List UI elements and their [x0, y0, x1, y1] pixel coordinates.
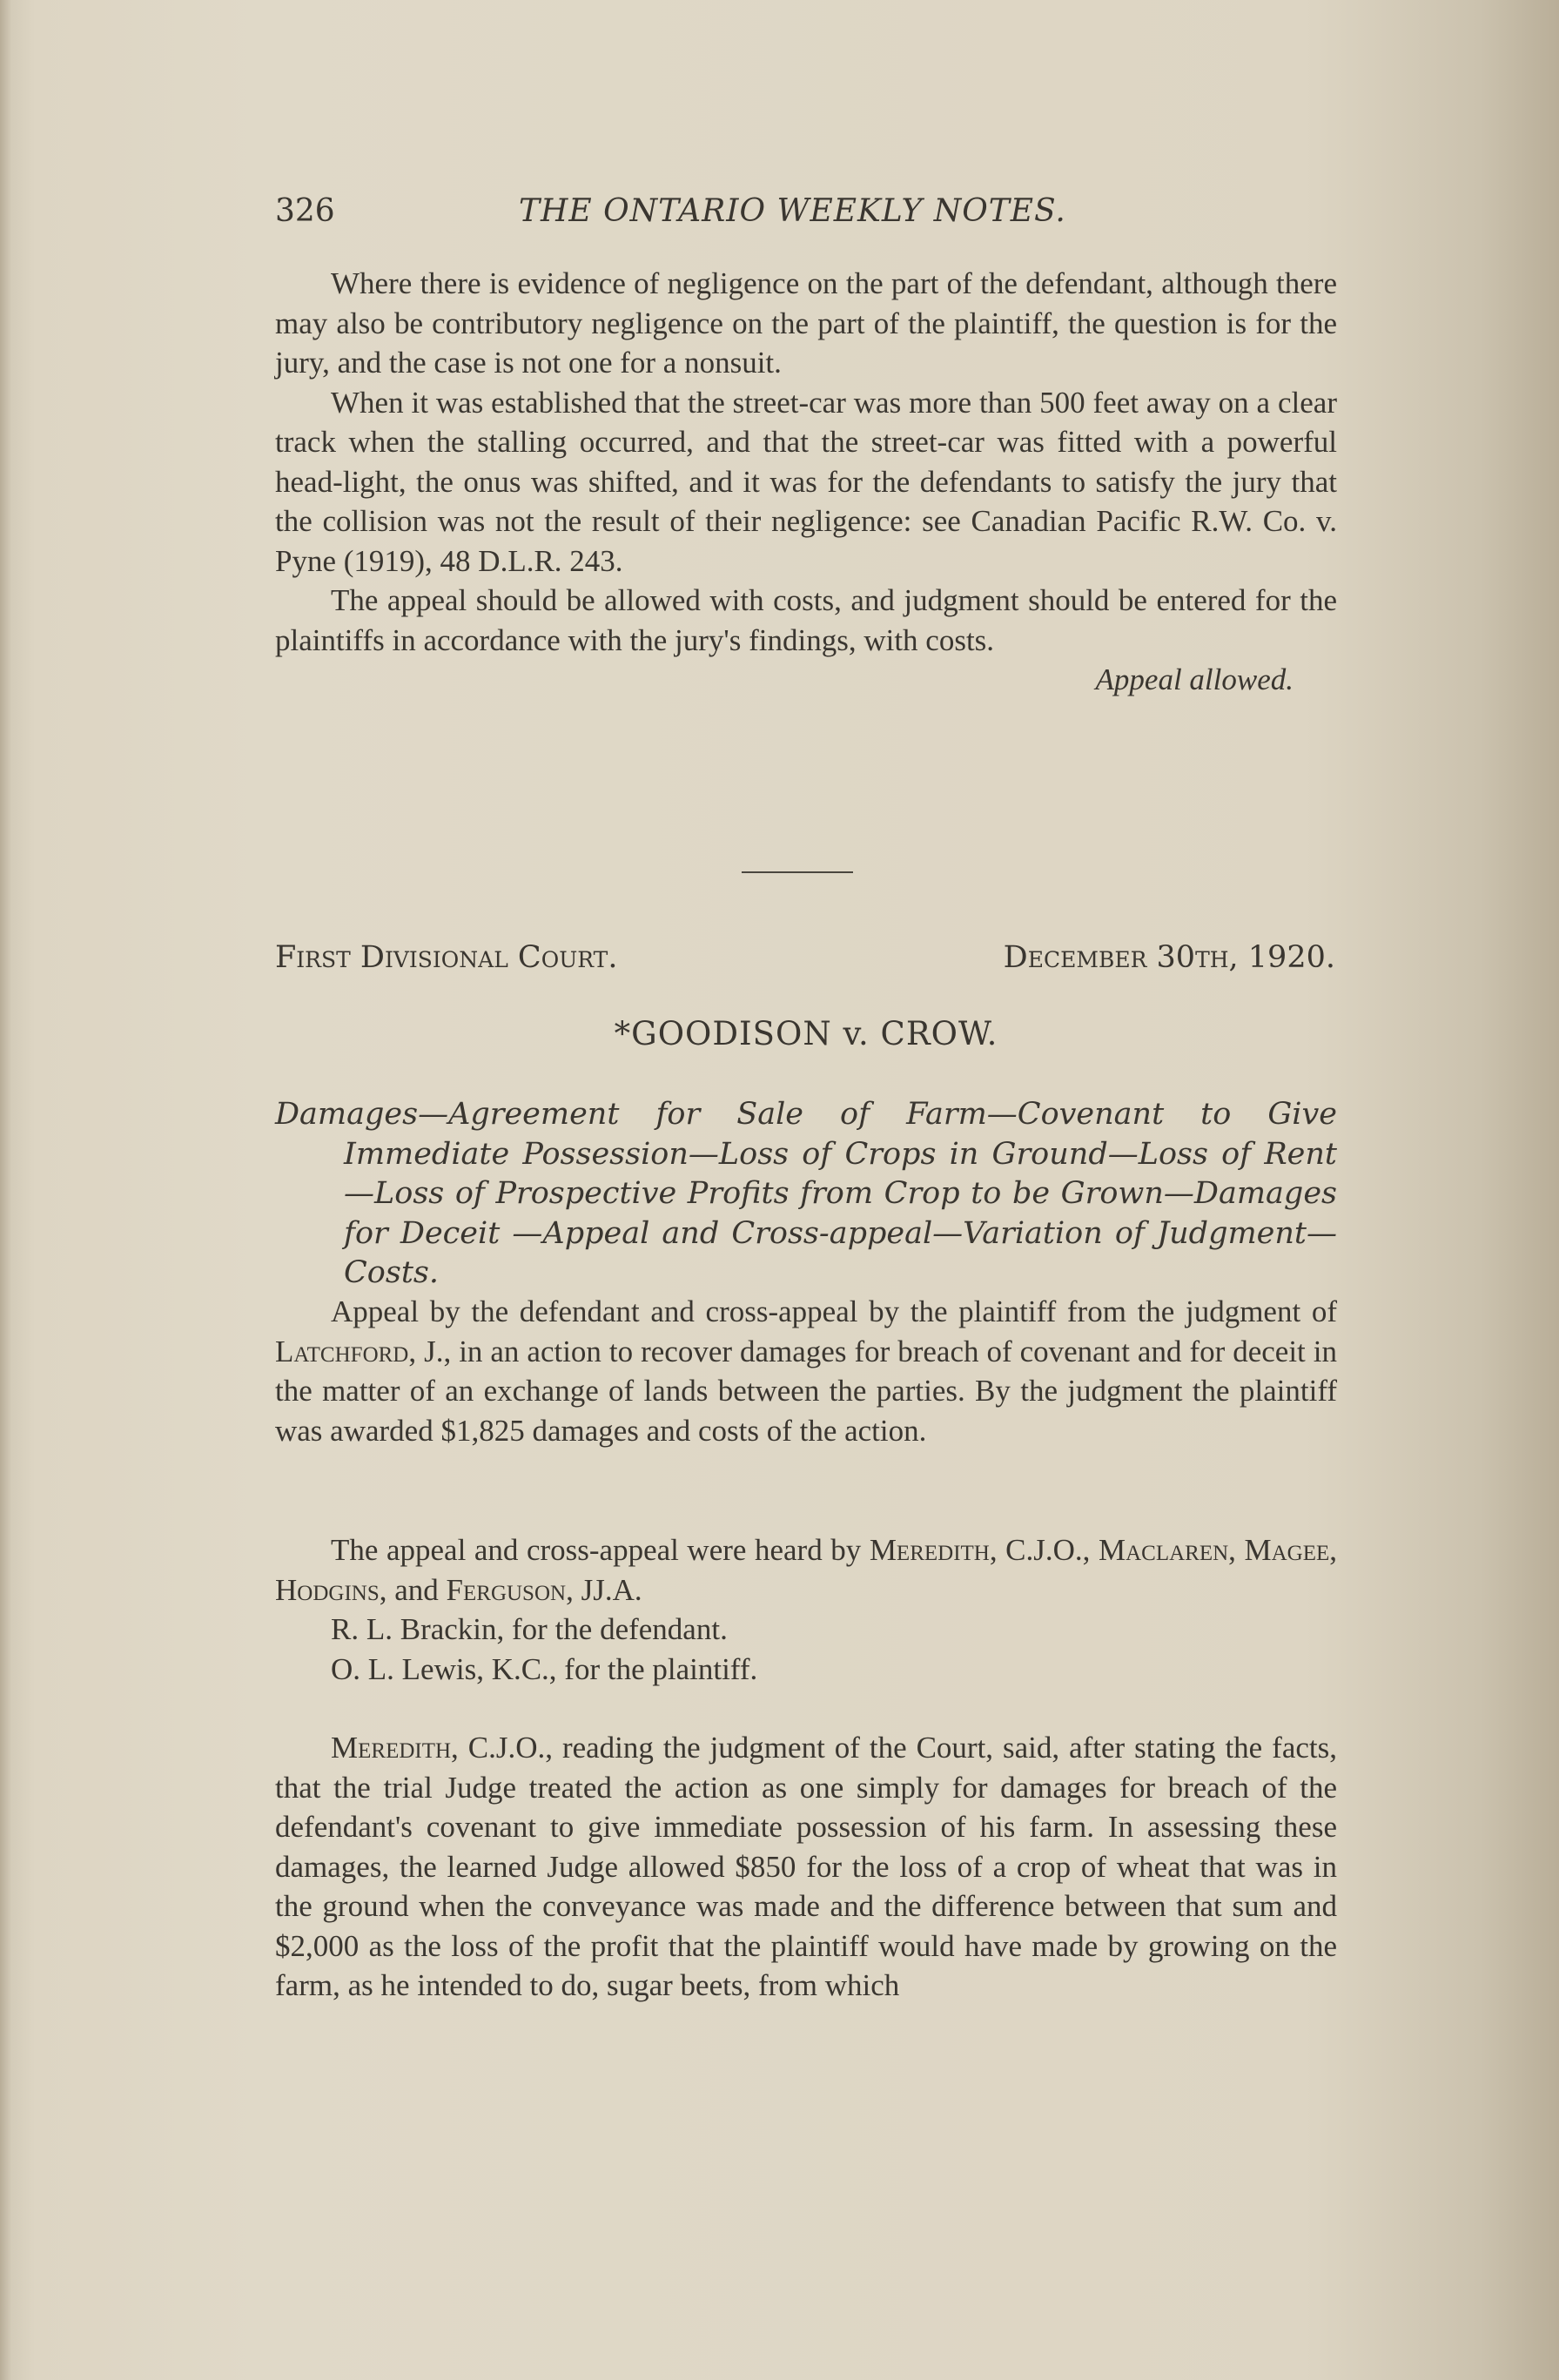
judgment-text: [275, 1728, 1337, 2006]
paragraph: The appeal and cross-appeal were heard by Meredith, C.J.O., Maclaren, Magee, Hodgins, and Ferguson, JJ.A.: [275, 1533, 1337, 1607]
counsel-plaintiff: O. L. Lewis, K.C., for the plaintiff.: [331, 1651, 758, 1686]
paragraph: Where there is evidence of negligence on the part of the defendant, although there may also be contributory negligence on the part of the plaintiff, the question is for the jury, and the case is not one for a nonsuit.: [275, 266, 1337, 380]
section-divider: [742, 871, 853, 873]
judge-name: Meredith: [331, 1731, 452, 1765]
paragraph: The appeal should be allowed with costs, and judgment should be entered for the plaintiffs in accordance with the jury's findings, with costs.: [275, 583, 1337, 657]
appeal-intro: [275, 1292, 1337, 1450]
judgment-date: December 30th, 1920.: [1003, 940, 1335, 975]
hearing-details: [275, 1530, 1337, 1689]
paragraph: Appeal by the defendant and cross-appeal by the plaintiff from the judgment of Latchford, J., in an action to recover damages for breach of covenant and for deceit in the matter of an exchange of lands between the parties. By the judgment the plaintiff was awarded $1,825 damages and costs of the action.: [275, 1294, 1337, 1448]
headnote-text: Damages—Agreement for Sale of Farm—Covenant to Give Immediate Possession—Loss of Crops in Ground—Loss of Rent—Loss of Prospective Profits from Crop to be Grown—Damages for Deceit —Appeal and Cross-appeal—Variation of Judgment—Costs.: [275, 1097, 1337, 1290]
case-result: Appeal allowed.: [1095, 662, 1294, 696]
previous-case-conclusion: [275, 264, 1337, 700]
book-spine: [0, 0, 12, 2380]
page-number: 326: [275, 193, 335, 229]
paragraph: Meredith, C.J.O., reading the judgment of the Court, said, after stating the facts, that the trial Judge treated the action as one simply for damages for breach of the defendant's covenant to give immediate possession of his farm. In assessing these damages, the learned Judge allowed $850 for the loss of a crop of wheat that was in the ground when the conveyance was made and the difference between that sum and $2,000 as the loss of the profit that the plaintiff would have made by growing on the farm, as he intended to do, sugar beets, from which: [275, 1731, 1337, 2002]
headnote: [275, 1095, 1337, 1294]
counsel-defendant: R. L. Brackin, for the defendant.: [331, 1612, 728, 1646]
judge-name: Latchford: [275, 1334, 409, 1368]
journal-title: THE ONTARIO WEEKLY NOTES.: [519, 193, 1066, 229]
running-head: [275, 193, 1337, 233]
case-title: *GOODISON v. CROW.: [614, 1015, 998, 1052]
court-name: First Divisional Court.: [275, 940, 618, 975]
paragraph: When it was established that the street-car was more than 500 feet away on a clear track when the stalling occurred, and that the street-car was fitted with a powerful head-light, the onus was shifted, and it was for the defendants to satisfy the jury that the collision was not the result of their negligence: see Canadian Pacific R.W. Co. v. Pyne (1919), 48 D.L.R. 243.: [275, 385, 1337, 578]
